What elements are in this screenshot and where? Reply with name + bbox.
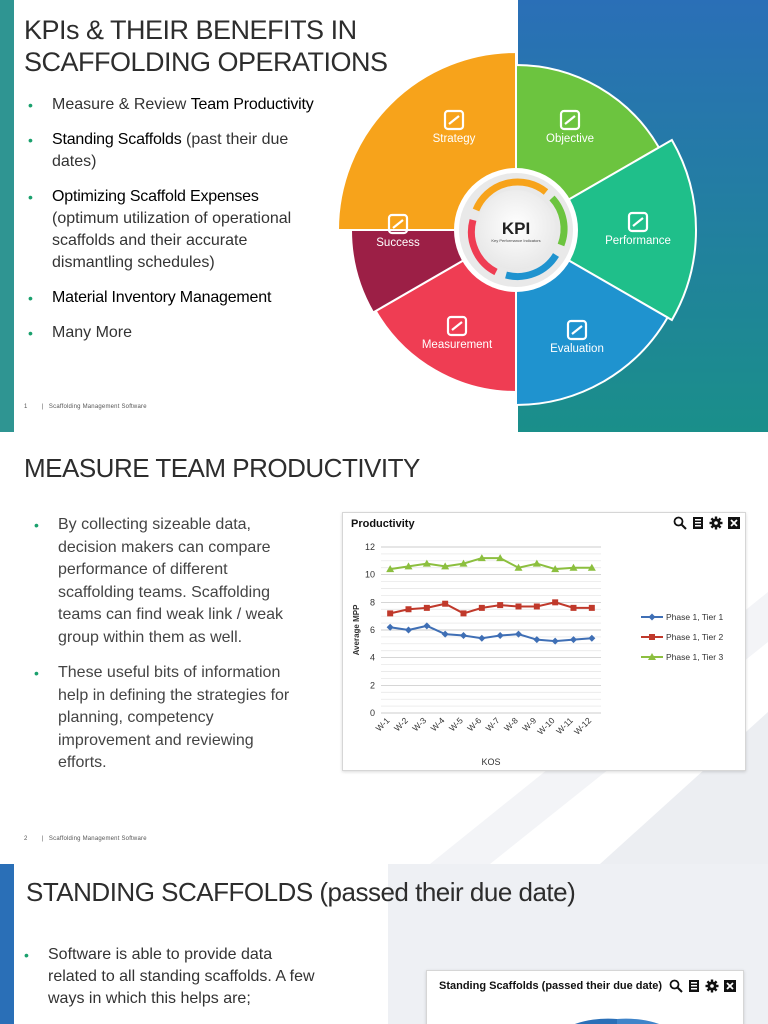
wheel-label-success: Success: [376, 237, 420, 249]
bullet-text: Measure & Review: [52, 96, 191, 113]
legend-label: Phase 1, Tier 1: [666, 612, 724, 622]
series-line: [390, 626, 592, 641]
data-point: [442, 601, 448, 607]
settings-icon[interactable]: [705, 979, 719, 993]
bullet-text: Software is able to provide data related to all standing scaffolds. A few ways in which this helps are;: [48, 946, 315, 1007]
data-point: [478, 635, 485, 642]
panel-title: Standing Scaffolds (passed their due date): [439, 980, 663, 992]
x-tick-label: W-10: [535, 715, 557, 737]
bullet-text: By collecting sizeable data, decision makers can compare performance of different scaffolding teams. Scaffolding teams can find weak link / weak group within them as well.: [58, 516, 283, 646]
bullet-dot: •: [28, 290, 33, 306]
x-tick-label: W-12: [571, 715, 594, 737]
bullet-keyword: Material Inventory Management: [52, 289, 272, 306]
x-tick-label: W-6: [465, 715, 484, 734]
panel-toolbar: [673, 516, 741, 530]
wheel-label-strategy: Strategy: [432, 133, 476, 145]
footer-text: Scaffolding Management Software: [48, 404, 147, 410]
close-icon[interactable]: [723, 979, 737, 993]
y-tick-label: 12: [364, 542, 375, 552]
kpi-center-subtitle: Key Performance Indicators: [491, 238, 541, 243]
slide3-title: STANDING SCAFFOLDS (passed their due date): [26, 877, 576, 907]
bullet-keyword: Optimizing Scaffold Expenses: [52, 188, 259, 205]
bullet-detail: (past their due dates): [52, 131, 289, 170]
slide2-footer: 2 | Scaffolding Management Software: [24, 836, 147, 842]
data-point: [424, 605, 430, 611]
data-point: [589, 605, 595, 611]
bullet-dot: •: [34, 517, 39, 533]
slide1-bullet-list: [24, 94, 324, 357]
series-line: [390, 602, 592, 613]
data-point: [460, 632, 467, 639]
bullet-dot: •: [34, 665, 39, 681]
footer-text: Scaffolding Management Software: [48, 836, 147, 842]
wheel-label-evaluation: Evaluation: [550, 343, 604, 355]
bullet-item: [24, 129, 324, 173]
slide-standing-scaffolds: [0, 864, 768, 1024]
legend-marker: [649, 634, 655, 640]
data-point: [588, 635, 595, 642]
slide2-bullet-list: [30, 514, 290, 788]
wheel-label-performance: Performance: [605, 235, 671, 247]
bullet-text: Many More: [52, 324, 133, 341]
data-point: [387, 610, 393, 616]
bullet-text: These useful bits of information help in defining the strategies for planning, competency improvement and reviewing efforts.: [58, 664, 290, 771]
bullet-keyword: Team Productivity: [190, 96, 314, 113]
search-icon[interactable]: [669, 979, 683, 993]
data-point: [479, 605, 485, 611]
bullet-item: [24, 287, 324, 309]
data-point: [461, 610, 467, 616]
productivity-panel: [342, 512, 746, 771]
bullet-item: [24, 186, 324, 274]
slide3-bullet-list: [20, 944, 320, 1010]
legend-label: Phase 1, Tier 3: [666, 652, 724, 662]
bullet-detail: (optimum utilization of operational scaffolds and their accurate dismantling schedules): [52, 210, 292, 271]
standing-scaffolds-panel: [426, 970, 744, 1024]
slide-team-productivity: [0, 432, 768, 864]
y-tick-label: 8: [369, 597, 375, 608]
kpi-wheel: [326, 40, 706, 420]
y-tick-label: 2: [369, 680, 375, 691]
x-tick-label: W-7: [483, 715, 502, 734]
x-tick-label: W-5: [446, 715, 465, 734]
bullet-dot: •: [28, 97, 33, 113]
bullet-dot: •: [24, 947, 29, 963]
bullet-dot: •: [28, 189, 33, 205]
x-tick-label: W-1: [373, 715, 392, 734]
x-tick-label: W-11: [554, 715, 575, 737]
settings-icon[interactable]: [709, 516, 723, 530]
data-point: [405, 627, 412, 634]
data-point: [406, 606, 412, 612]
slide1-footer: 1 | Scaffolding Management Software: [24, 404, 147, 410]
y-tick-label: 6: [369, 625, 375, 635]
data-point: [497, 632, 504, 639]
panel-toolbar: [669, 979, 737, 993]
search-icon[interactable]: [673, 516, 687, 530]
data-point: [497, 602, 503, 608]
x-tick-label: W-9: [520, 715, 539, 734]
y-tick-label: 0: [369, 708, 375, 718]
slide2-title: MEASURE TEAM PRODUCTIVITY: [24, 453, 420, 483]
legend-marker: [649, 614, 656, 621]
slide-kpi-benefits: [0, 0, 768, 432]
data-point: [552, 599, 558, 605]
y-axis-title: Average MPP: [352, 604, 361, 656]
data-point: [534, 603, 540, 609]
y-tick-label: 10: [364, 569, 375, 580]
productivity-line-chart: [343, 535, 743, 767]
bullet-keyword: Standing Scaffolds: [52, 131, 182, 148]
page-number: 2: [24, 836, 28, 842]
bullet-dot: •: [28, 132, 33, 148]
data-point: [516, 603, 522, 609]
bullet-item: [24, 94, 324, 116]
pie-chart-preview: [427, 1011, 743, 1024]
bullet-item: [24, 322, 324, 344]
page-number: 1: [24, 404, 28, 410]
kpi-center-title: KPI: [501, 219, 531, 238]
x-tick-label: W-3: [410, 715, 429, 734]
data-point: [571, 605, 577, 611]
bullet-item: [20, 944, 320, 1010]
bullet-item: [30, 662, 290, 775]
x-tick-label: W-2: [391, 715, 410, 734]
close-icon[interactable]: [727, 516, 741, 530]
wheel-label-objective: Objective: [546, 133, 594, 145]
export-icon[interactable]: [691, 516, 705, 530]
x-tick-label: W-4: [428, 715, 447, 734]
export-icon[interactable]: [687, 979, 701, 993]
legend-label: Phase 1, Tier 2: [666, 632, 724, 642]
slide1-title: KPIs & THEIR BENEFITS IN SCAFFOLDING OPERATIONS: [24, 15, 388, 77]
bullet-item: [30, 514, 290, 649]
x-axis-title: KOS: [481, 757, 501, 767]
wheel-label-measurement: Measurement: [421, 339, 493, 351]
bullet-dot: •: [28, 325, 33, 341]
y-tick-label: 4: [369, 652, 375, 663]
panel-title: Productivity: [351, 518, 415, 530]
x-tick-label: W-8: [501, 715, 520, 734]
